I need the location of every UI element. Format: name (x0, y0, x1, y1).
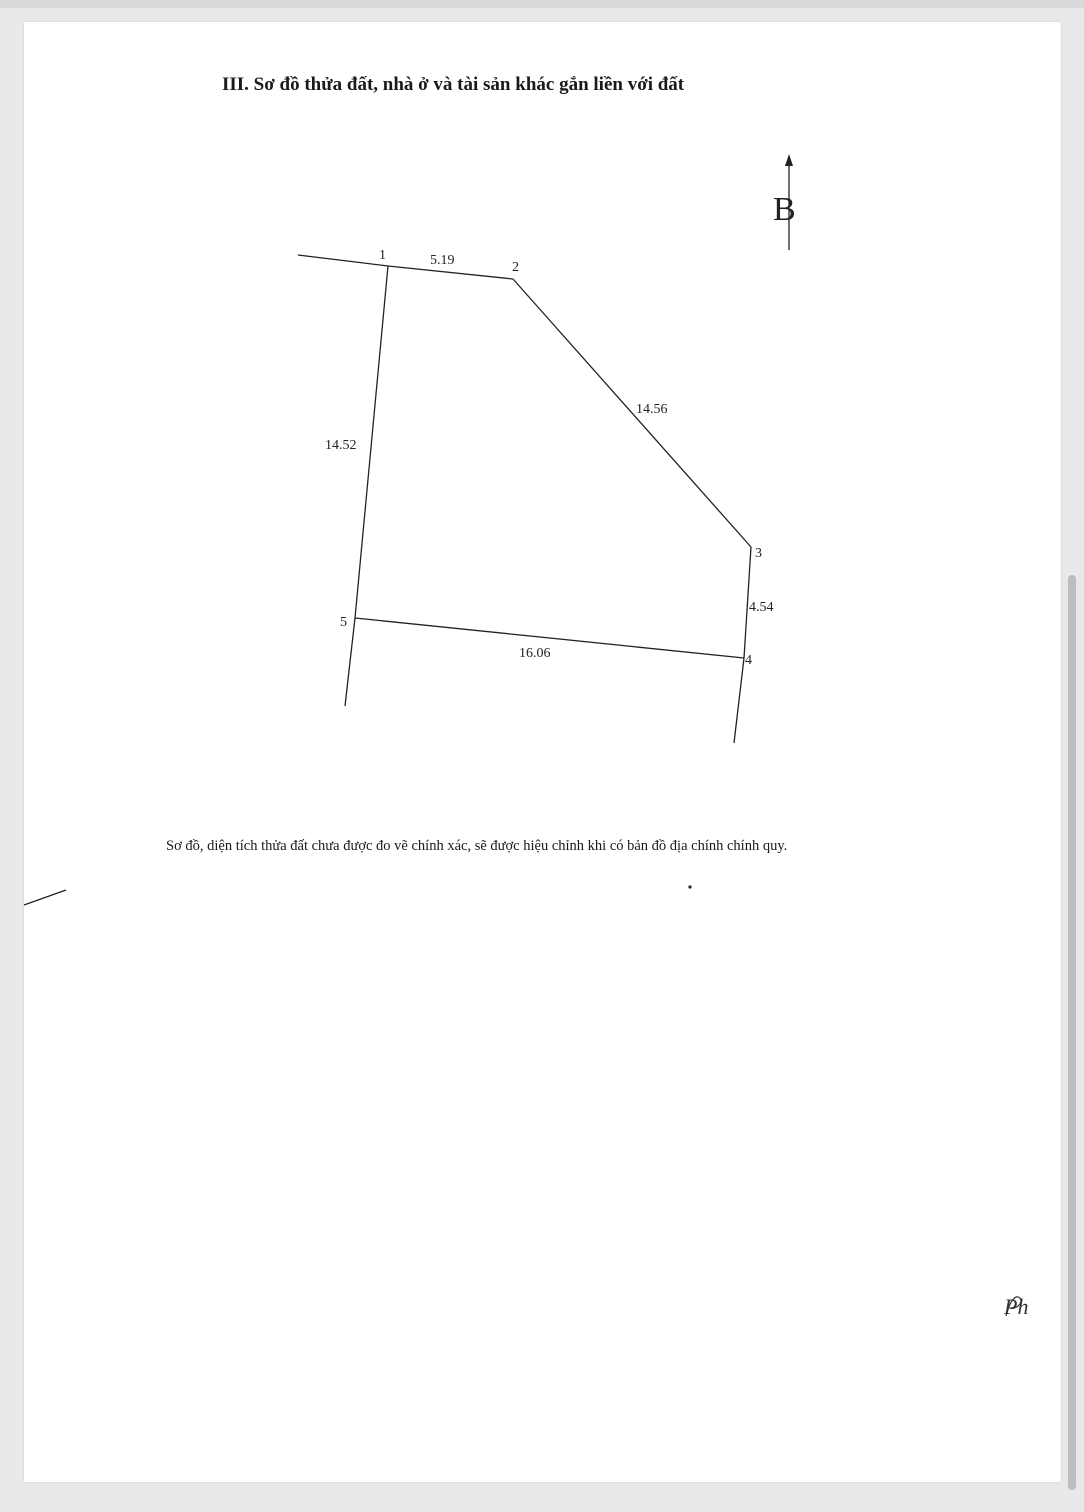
edge-length-4-5: 16.06 (519, 646, 551, 661)
extension-east-south (734, 658, 744, 743)
margin-mark (24, 890, 66, 905)
parcel-boundary (298, 255, 751, 743)
point-label-5: 5 (340, 615, 347, 630)
edge-length-5-1: 14.52 (325, 438, 357, 453)
edge-2-3 (513, 279, 751, 547)
point-label-1: 1 (379, 248, 386, 263)
edge-length-3-4: 4.54 (749, 600, 774, 615)
point-label-3: 3 (755, 546, 762, 561)
extension-west-south (345, 618, 355, 706)
edge-length-1-2: 5.19 (430, 253, 455, 268)
signature-text: Ph (1004, 1294, 1029, 1319)
point-label-2: 2 (512, 260, 519, 275)
signature (1003, 1294, 1028, 1319)
vertical-scrollbar[interactable] (1068, 575, 1076, 1490)
edge-5-1 (355, 266, 388, 618)
north-arrow (773, 154, 796, 250)
north-label: B (773, 191, 796, 228)
section-heading: III. Sơ đồ thửa đất, nhà ở và tài sản khác gắn liền với đất (222, 74, 685, 95)
north-arrow-head (785, 154, 793, 166)
extension-west-road (298, 255, 388, 266)
point-label-4: 4 (745, 653, 752, 668)
stray-dot (688, 885, 691, 888)
edge-length-2-3: 14.56 (636, 402, 668, 417)
disclaimer-note: Sơ đồ, diện tích thửa đất chưa được đo vẽ chính xác, sẽ được hiệu chỉnh khi có bản đồ địa chính chính quy. (166, 838, 788, 854)
